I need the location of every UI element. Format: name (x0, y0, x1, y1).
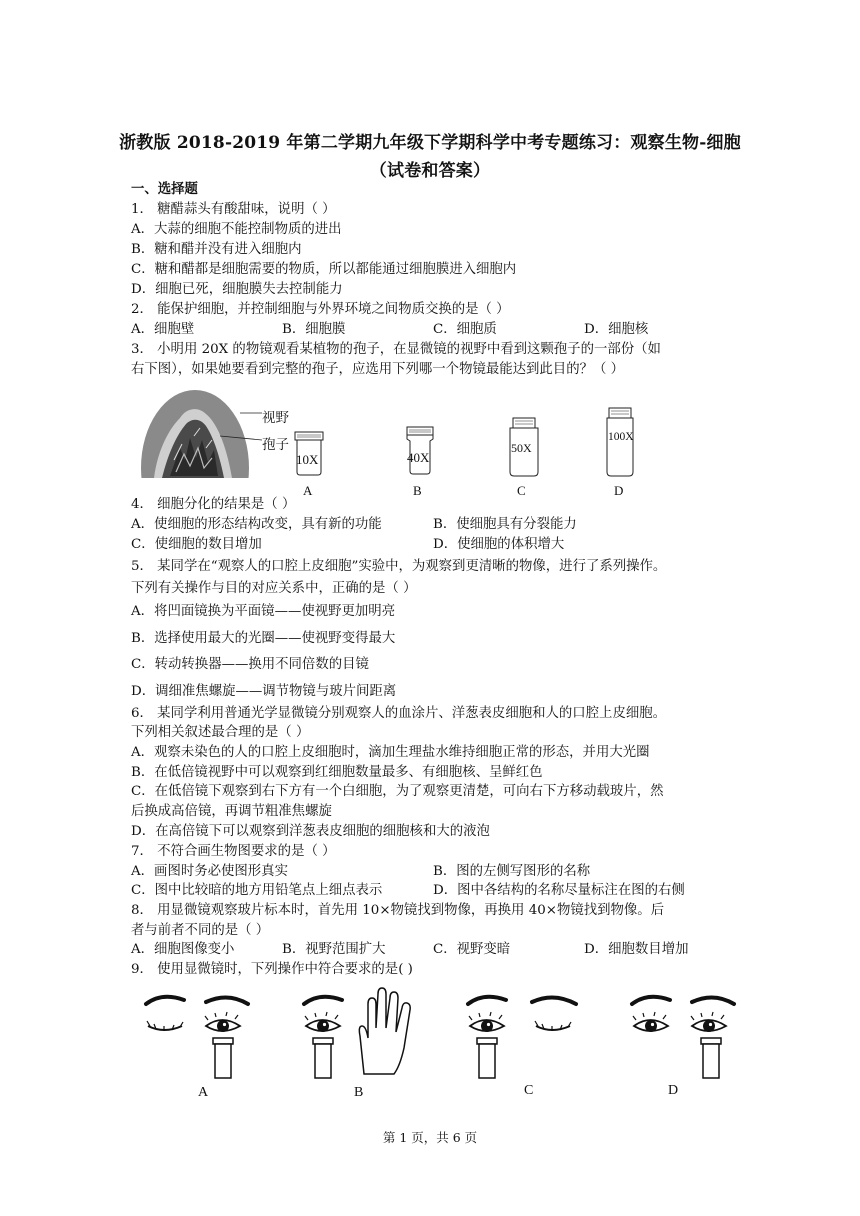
q8-stem-line2: 者与前者不同的是（ ） (131, 923, 270, 938)
q5-stem-line2: 下列有关操作与目的对应关系中，正确的是（ ） (131, 581, 417, 596)
q1-option-c: C．糖和醋都是细胞需要的物质，所以都能通过细胞膜进入细胞内 (131, 262, 517, 277)
q7-stem: 7． 不符合画生物图要求的是（ ） (131, 844, 336, 859)
q2-option-a: A．细胞壁 (131, 322, 195, 337)
q2-option-d: D．细胞核 (584, 322, 649, 337)
q1-option-b: B．糖和醋并没有进入细胞内 (131, 242, 302, 257)
q4-option-c: C．使细胞的数目增加 (131, 537, 262, 552)
q1-option-a: A．大蒜的细胞不能控制物质的进出 (131, 222, 342, 237)
q4-option-d: D．使细胞的体积增大 (433, 537, 565, 552)
q6-option-d: D．在高倍镜下可以观察到洋葱表皮细胞的细胞核和大的液泡 (131, 824, 490, 839)
lens-c-mag: 50X (511, 441, 532, 455)
q7-option-b: B．图的左侧写图形的名称 (433, 864, 591, 879)
q8-option-c: C．视野变暗 (433, 942, 511, 957)
q9-stem: 9． 使用显微镜时，下列操作中符合要求的是( ) (131, 962, 413, 977)
microscope-field-figure (140, 388, 250, 478)
q4-stem: 4． 细胞分化的结果是（ ） (131, 497, 296, 512)
q9-letter-d: D (668, 1083, 679, 1098)
lens-d-letter: D (614, 483, 624, 498)
q8-option-b: B．视野范围扩大 (282, 942, 386, 957)
q8-option-d: D．细胞数目增加 (584, 942, 689, 957)
q2-option-c: C．细胞质 (433, 322, 497, 337)
eyes-figure-b (298, 986, 428, 1082)
q7-option-c: C．图中比较暗的地方用铅笔点上细点表示 (131, 883, 383, 898)
eyes-figure-a (140, 990, 260, 1082)
lens-a-letter: A (303, 483, 313, 498)
lens-d-mag: 100X (608, 431, 634, 443)
q3-stem-line1: 3． 小明用 20X 的物镜观看某植物的孢子，在显微镜的视野中看到这颗孢子的一部份（如 (131, 342, 661, 357)
q4-option-a: A．使细胞的形态结构改变，具有新的功能 (131, 517, 382, 532)
section-heading: 一、选择题 (131, 181, 198, 197)
q5-option-b: B．选择使用最大的光圈——使视野变得最大 (131, 631, 396, 646)
q9-letter-a: A (198, 1085, 209, 1100)
q8-stem-line1: 8． 用显微镜观察玻片标本时，首先用 10×物镜找到物像，再换用 40×物镜找到物像。后 (131, 903, 665, 918)
q5-option-a: A．将凹面镜换为平面镜——使视野更加明亮 (131, 604, 396, 619)
eyes-figure-d (626, 990, 746, 1082)
q6-option-c-line2: 后换成高倍镜，再调节粗准焦螺旋 (131, 804, 332, 819)
lens-a-mag: 10X (296, 452, 319, 467)
doc-title-line1: 浙教版 2018-2019 年第二学期九年级下学期科学中考专题练习：观察生物-细胞 (119, 133, 741, 153)
q5-option-c: C．转动转换器——换用不同倍数的目镜 (131, 657, 369, 672)
q2-stem: 2． 能保护细胞，并控制细胞与外界环境之间物质交换的是（ ） (131, 302, 510, 317)
page-footer: 第 1 页，共 6 页 (382, 1130, 478, 1145)
q1-option-d: D．细胞已死，细胞膜失去控制能力 (131, 282, 343, 297)
spore-label: 孢子 (262, 437, 289, 453)
view-field-label: 视野 (262, 410, 289, 426)
doc-title-line2: （试卷和答案） (369, 161, 491, 181)
q2-option-b: B．细胞膜 (282, 322, 346, 337)
q5-option-d: D．调细准焦螺旋——调节物镜与玻片间距离 (131, 684, 397, 699)
q6-option-c-line1: C．在低倍镜下观察到右下方有一个白细胞，为了观察更清楚，可向右下方移动载玻片，然 (131, 784, 664, 799)
q7-option-d: D．图中各结构的名称尽量标注在图的右侧 (433, 883, 685, 898)
q9-letter-c: C (524, 1083, 534, 1098)
q6-option-b: B．在低倍镜视野中可以观察到红细胞数量最多、有细胞核、呈鲜红色 (131, 765, 543, 780)
q1-stem: 1． 糖醋蒜头有酸甜味，说明（ ） (131, 202, 336, 217)
lens-b-mag: 40X (407, 450, 430, 465)
q6-option-a: A．观察未染色的人的口腔上皮细胞时，滴加生理盐水维持细胞正常的形态，并用大光圈 (131, 745, 650, 760)
q3-stem-line2: 右下图），如果她要看到完整的孢子，应选用下列哪一个物镜最能达到此目的？（ ） (131, 362, 625, 377)
q7-option-a: A．画图时务必使图形真实 (131, 864, 288, 879)
q6-stem-line1: 6． 某同学利用普通光学显微镜分别观察人的血涂片、洋葱表皮细胞和人的口腔上皮细胞。 (131, 706, 667, 721)
q5-stem-line1: 5． 某同学在“观察人的口腔上皮细胞”实验中，为观察到更清晰的物像，进行了系列操作。 (131, 559, 667, 574)
q9-letter-b: B (354, 1085, 364, 1100)
eyes-figure-c (462, 990, 582, 1082)
q4-option-b: B．使细胞具有分裂能力 (433, 517, 577, 532)
lens-c-letter: C (517, 483, 526, 498)
lens-b-letter: B (413, 483, 422, 498)
q8-option-a: A．细胞图像变小 (131, 942, 235, 957)
q6-stem-line2: 下列相关叙述最合理的是（ ） (131, 725, 310, 740)
